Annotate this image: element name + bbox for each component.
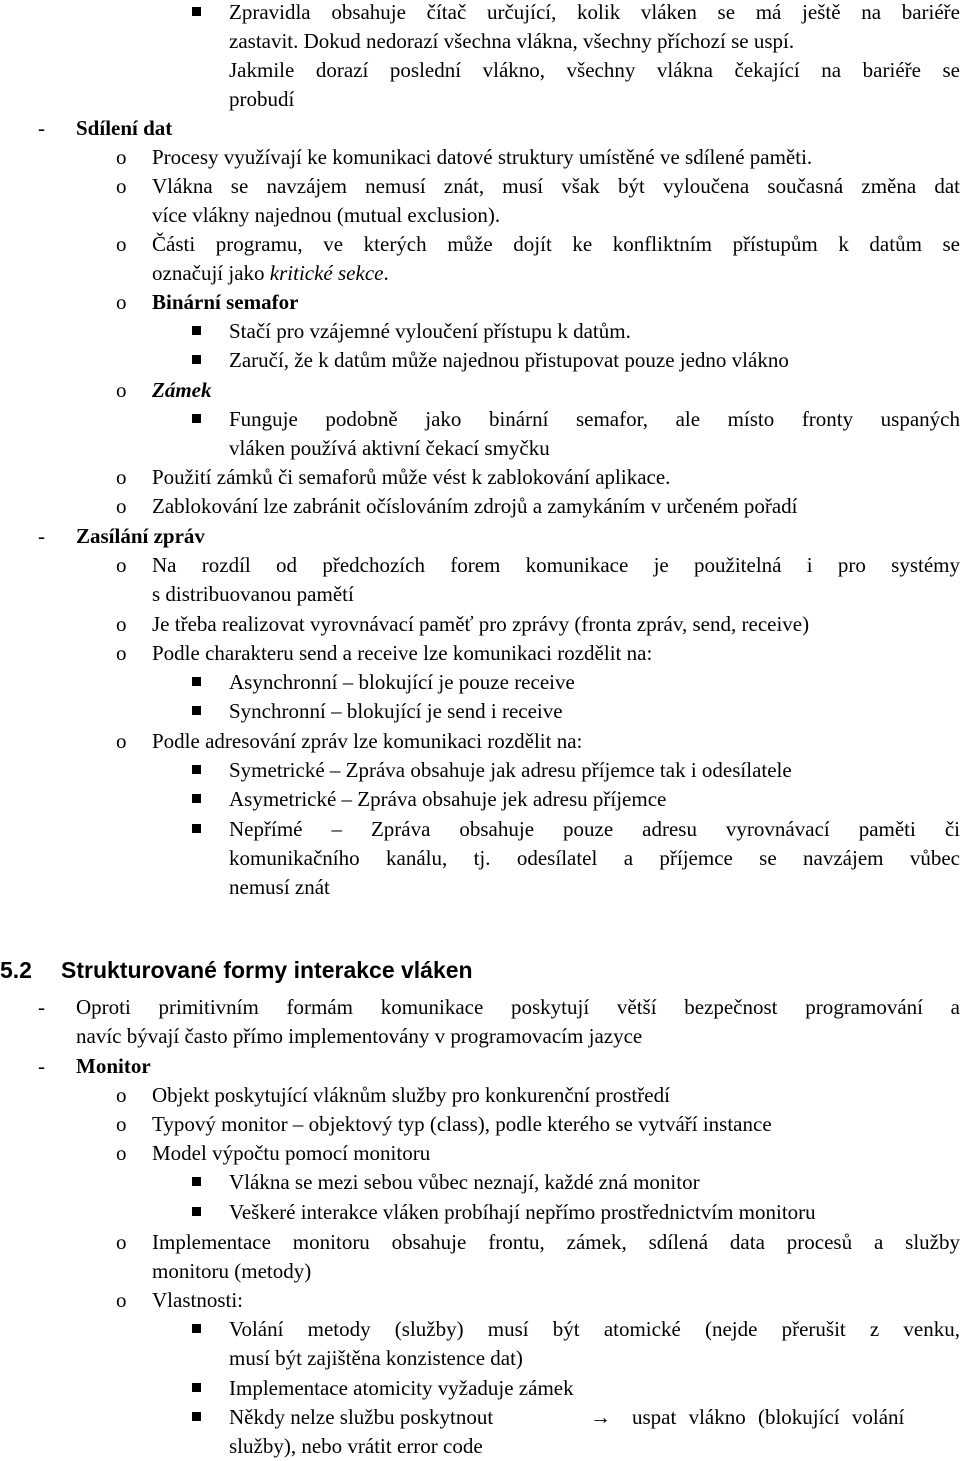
properties-item: Vlastnosti: (152, 1288, 244, 1312)
messages-heading: Zasílání zpráv (76, 524, 205, 548)
section-title: Strukturované formy interakce vláken (61, 957, 473, 983)
dash-bullet: - (38, 995, 45, 1019)
shared-item-threads-line-1: Vlákna se navzájem nemusí znát, musí však být vyloučena současná změna dat (152, 174, 960, 198)
barrier-line-2: zastavit. Dokud nedorazí všechna vlákna, všechny příchozí se uspí. (229, 29, 795, 53)
section-intro-line-1: Oproti primitivním formám komunikace poskytují větší bezpečnost programování a (76, 995, 960, 1019)
period: . (383, 261, 389, 285)
indirect-item-line-1: Nepřímé – Zpráva obsahuje pouze adresu vyrovnávací paměti či (229, 817, 960, 841)
circle-bullet: o (116, 378, 127, 402)
shared-item-processes: Procesy využívají ke komunikaci datové struktury umístěné ve sdílené paměti. (152, 145, 813, 169)
binary-item-1: Stačí pro vzájemné vyloučení přístupu k datům. (229, 319, 631, 343)
circle-bullet: o (116, 1112, 127, 1136)
square-bullet-icon (192, 794, 201, 803)
square-bullet-icon (192, 7, 201, 16)
critical-sections-term: kritické sekce (269, 261, 384, 285)
section-intro-line-2: navíc bývají často přímo implementovány v programovacím jazyce (76, 1024, 643, 1048)
circle-bullet: o (116, 465, 127, 489)
circle-bullet: o (116, 553, 127, 577)
square-bullet-icon (192, 1383, 201, 1392)
model-item-1: Vlákna se mezi sebou vůbec neznají, každé zná monitor (229, 1170, 700, 1194)
messages-item-1-line-2: s distribuovanou pamětí (152, 582, 354, 606)
dash-bullet: - (38, 1054, 45, 1078)
dash-bullet: - (38, 116, 45, 140)
messages-item-2: Je třeba realizovat vyrovnávací paměť pro zprávy (fronta zpráv, send, receive) (152, 612, 810, 636)
asymmetric-item: Asymetrické – Zpráva obsahuje jek adresu příjemce (229, 787, 667, 811)
square-bullet-icon (192, 677, 201, 686)
messages-item-1-line-1: Na rozdíl od předchozích forem komunikace je použitelná i pro systémy (152, 553, 960, 577)
square-bullet-icon (192, 706, 201, 715)
square-bullet-icon (192, 824, 201, 833)
binary-semaphore-heading: Binární semafor (152, 290, 299, 314)
async-item: Asynchronní – blokující je pouze receive (229, 670, 575, 694)
shared-tail-item-2: Zablokování lze zabránit očíslováním zdrojů a zamykáním v určeném pořadí (152, 494, 798, 518)
shared-item-threads-line-2: více vlákny najednou (mutual exclusion). (152, 203, 501, 227)
circle-bullet: o (116, 145, 127, 169)
circle-bullet: o (116, 1230, 127, 1254)
props-item-2: Implementace atomicity vyžaduje zámek (229, 1376, 574, 1400)
square-bullet-icon (192, 1177, 201, 1186)
shared-item-parts-line-2 (152, 259, 389, 288)
monitor-item-3: Model výpočtu pomocí monitoru (152, 1141, 431, 1165)
circle-bullet: o (116, 232, 127, 256)
barrier-line-3: Jakmile dorazí poslední vlákno, všechny vlákna čekající na bariéře se (229, 58, 960, 82)
barrier-line-1: Zpravidla obsahuje čítač určující, kolik vláken se má ještě na bariéře (229, 0, 960, 24)
square-bullet-icon (192, 414, 201, 423)
square-bullet-icon (192, 765, 201, 774)
barrier-line-4: probudí (229, 87, 295, 111)
circle-bullet: o (116, 641, 127, 665)
section-heading (0, 952, 473, 988)
shared-item-parts-line-1: Části programu, ve kterých může dojít ke konfliktním přístupům k datům se (152, 232, 960, 256)
shared-tail-item-1: Použití zámků či semaforů může vést k zablokování aplikace. (152, 465, 671, 489)
indirect-item-line-3: nemusí znát (229, 875, 330, 899)
binary-item-2: Zaručí, že k datům může najednou přistupovat pouze jedno vlákno (229, 348, 789, 372)
square-bullet-icon (192, 355, 201, 364)
lock-item-line-2: vláken používá aktivní čekací smyčku (229, 436, 550, 460)
circle-bullet: o (116, 1141, 127, 1165)
monitor-item-2: Typový monitor – objektový typ (class), podle kterého se vytváří instance (152, 1112, 772, 1136)
messages-item-3: Podle charakteru send a receive lze komunikaci rozdělit na: (152, 641, 653, 665)
monitor-item-1: Objekt poskytující vláknům služby pro konkurenční prostředí (152, 1083, 670, 1107)
dash-bullet: - (38, 524, 45, 548)
props-item-3-line-2: služby), nebo vrátit error code (229, 1434, 483, 1458)
props-item-3-part-1: Někdy nelze službu poskytnout (229, 1405, 494, 1429)
props-item-3-part-2: uspat vlákno (blokující volání (632, 1405, 905, 1429)
addressing-item: Podle adresování zpráv lze komunikaci rozdělit na: (152, 729, 583, 753)
sync-item: Synchronní – blokující je send i receive (229, 699, 563, 723)
symmetric-item: Symetrické – Zpráva obsahuje jak adresu příjemce tak i odesílatele (229, 758, 792, 782)
circle-bullet: o (116, 494, 127, 518)
monitor-heading: Monitor (76, 1054, 151, 1078)
lock-heading: Zámek (152, 378, 212, 402)
circle-bullet: o (116, 729, 127, 753)
parts-text: označují jako (152, 261, 270, 285)
circle-bullet: o (116, 290, 127, 314)
shared-data-heading: Sdílení dat (76, 116, 173, 140)
circle-bullet: o (116, 1083, 127, 1107)
square-bullet-icon (192, 326, 201, 335)
circle-bullet: o (116, 1288, 127, 1312)
circle-bullet: o (116, 174, 127, 198)
square-bullet-icon (192, 1207, 201, 1216)
props-item-1-line-2: musí být zajištěna konzistence dat) (229, 1346, 523, 1370)
indirect-item-line-2: komunikačního kanálu, tj. odesílatel a příjemce se navzájem vůbec (229, 846, 960, 870)
square-bullet-icon (192, 1324, 201, 1333)
impl-line-2: monitoru (metody) (152, 1259, 312, 1283)
section-number: 5.2 (0, 957, 32, 983)
arrow-icon: → (590, 1405, 611, 1429)
circle-bullet: o (116, 612, 127, 636)
props-item-1-line-1: Volání metody (služby) musí být atomické (nejde přerušit z venku, (229, 1317, 960, 1341)
lock-item-line-1: Funguje podobně jako binární semafor, ale místo fronty uspaných (229, 407, 960, 431)
square-bullet-icon (192, 1412, 201, 1421)
model-item-2: Veškeré interakce vláken probíhají nepřímo prostřednictvím monitoru (229, 1200, 816, 1224)
impl-line-1: Implementace monitoru obsahuje frontu, zámek, sdílená data procesů a služby (152, 1230, 960, 1254)
